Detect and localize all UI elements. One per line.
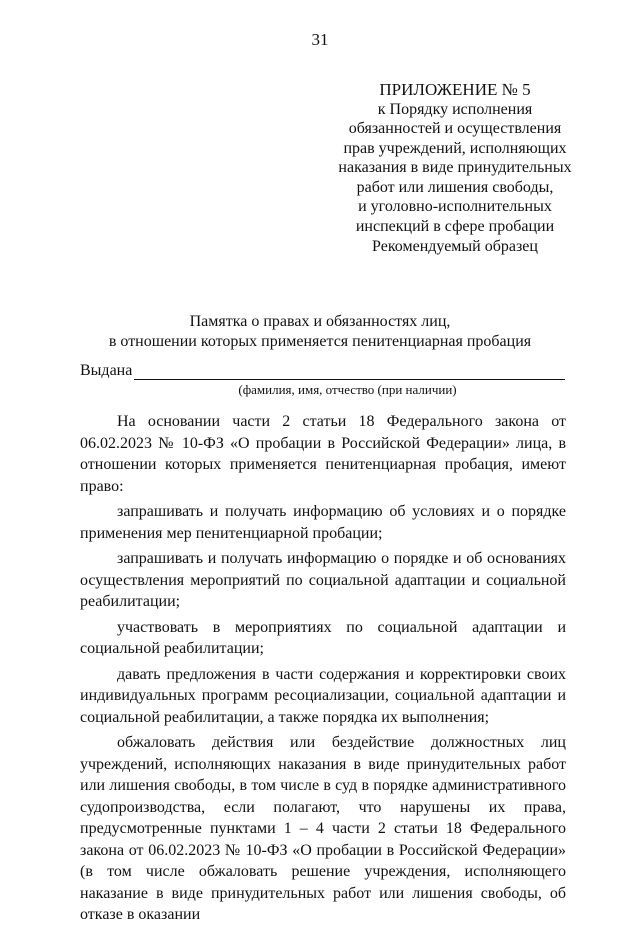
body-paragraph: обжаловать действия или бездействие должностных лиц учреждений, исполняющих наказания в виде принудительных работ или лишения свободы, в том числе в суд в порядке административного судопроизводства, если полагают, что нарушены их права, предусмотренные пунктами 1 – 4 части 2 статьи 18 Федерального закона от 06.02.2023 № 10-ФЗ «О пробации в Российской Федерации» (в том числе обжаловать решение учреждения, исполняющего наказание в виде принудительных работ или лишения свободы, об отказе в оказании (80, 734, 566, 923)
appendix-line: и уголовно-исполнительных (358, 198, 552, 215)
appendix-line: работ или лишения свободы, (356, 178, 554, 196)
appendix-line: наказания в виде принудительных (338, 159, 572, 176)
title-line: Памятка о правах и обязанностях лиц, (189, 313, 451, 330)
page-number: 31 (311, 30, 329, 49)
body-paragraph: На основании части 2 статьи 18 Федерального закона от 06.02.2023 № 10-ФЗ «О пробации в Российской Федерации» лица, в отношении которых применяется пенитенциарная пробация, имеют право: (80, 413, 566, 495)
appendix-line: прав учреждений, исполняющих (343, 139, 567, 157)
memo-body (80, 411, 566, 926)
issued-fill-line (134, 364, 565, 380)
appendix-line: обязанностей и осуществления (348, 120, 562, 137)
body-paragraph: давать предложения в части содержания и корректировки своих индивидуальных программ ресоциализации, социальной адаптации и социальной реабилитации, а также порядка их выполнения; (80, 665, 566, 726)
body-paragraph: участвовать в мероприятиях по социальной адаптации и социальной реабилитации; (80, 618, 566, 657)
appendix-header (330, 80, 580, 236)
appendix-line: к Порядку исполнения (377, 100, 533, 118)
body-paragraph: запрашивать и получать информацию об условиях и о порядке применения мер пенитенциарной пробации; (80, 503, 566, 542)
document-title (70, 312, 570, 352)
issued-label: Выдана (80, 362, 133, 379)
appendix-line: инспекций в сфере пробации (355, 217, 555, 235)
issued-hint: (фамилия, имя, отчество (при наличии) (238, 382, 457, 397)
sample-note: Рекомендуемый образец (372, 238, 538, 255)
appendix-heading: ПРИЛОЖЕНИЕ № 5 (379, 80, 531, 99)
issued-field (80, 362, 565, 380)
title-line: в отношении которых применяется пенитенциарная пробация (108, 333, 532, 350)
body-paragraph: запрашивать и получать информацию о порядке и об основаниях осуществления мероприятий по социальной адаптации и социальной реабилитации; (80, 550, 566, 610)
